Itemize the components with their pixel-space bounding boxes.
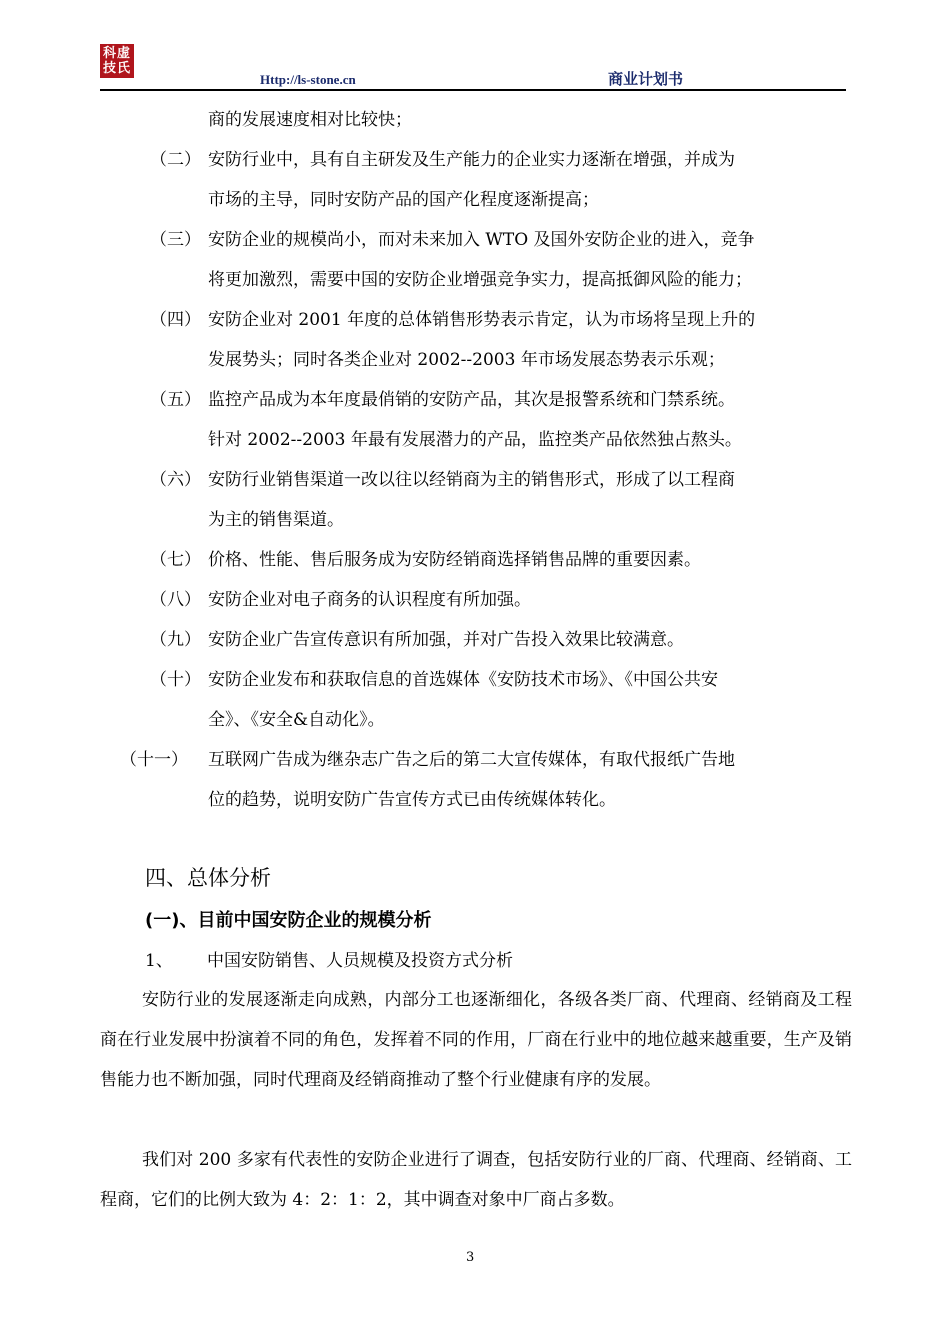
subsubsection-number: 1、: [145, 951, 173, 971]
item-label: （五）: [150, 390, 201, 410]
item-label: （二）: [150, 150, 201, 170]
item-text-line1: 安防企业广告宣传意识有所加强，并对广告投入效果比较满意。: [208, 630, 684, 650]
logo-line-1: 科虚: [102, 46, 131, 61]
item-text-line2: 为主的销售渠道。: [208, 510, 344, 530]
item-text-line1: 安防企业对电子商务的认识程度有所加强。: [208, 590, 531, 610]
item-text-line1: 安防企业的规模尚小，而对未来加入 WTO 及国外安防企业的进入，竞争: [208, 230, 755, 250]
item-text-line2: 市场的主导，同时安防产品的国产化程度逐渐提高；: [208, 190, 599, 210]
item-text-line1: 安防行业销售渠道一改以往以经销商为主的销售形式，形成了以工程商: [208, 470, 735, 490]
item-text-line2: 位的趋势，说明安防广告宣传方式已由传统媒体转化。: [208, 790, 616, 810]
list-item: [100, 100, 860, 140]
list-item: [100, 580, 860, 620]
item-label: （八）: [150, 590, 201, 610]
item-text-line1: 安防企业发布和获取信息的首选媒体《安防技术市场》、《中国公共安: [208, 670, 718, 690]
list-item: [100, 300, 860, 380]
section-title: 四、总体分析: [145, 866, 271, 890]
list-item: [100, 460, 860, 540]
logo-line-2: 技氏: [102, 61, 131, 76]
item-text-line1: 监控产品成为本年度最俏销的安防产品，其次是报警系统和门禁系统。: [208, 390, 735, 410]
list-item: [100, 380, 860, 460]
item-text-line2: 全》、《安全&自动化》。: [208, 710, 385, 730]
list-item: [100, 540, 860, 580]
item-text-line2: 发展势头；同时各类企业对 2002--2003 年市场发展态势表示乐观；: [208, 350, 725, 370]
item-text-line1: 互联网广告成为继杂志广告之后的第二大宣传媒体，有取代报纸广告地: [208, 750, 735, 770]
subsubsection-heading: [145, 946, 513, 971]
item-label: （十）: [150, 670, 201, 690]
body-paragraph: 我们对 200 多家有代表性的安防企业进行了调查，包括安防行业的厂商、代理商、经销商、工程商，它们的比例大致为 4：2：1：2，其中调查对象中厂商占多数。: [100, 1150, 852, 1210]
company-logo: [100, 44, 134, 78]
item-text-continued: 商的发展速度相对比较快；: [208, 110, 412, 130]
list-item: [100, 140, 860, 220]
item-text-line1: 价格、性能、售后服务成为安防经销商选择销售品牌的重要因素。: [208, 550, 701, 570]
list-item: [100, 740, 860, 820]
item-label: （六）: [150, 470, 201, 490]
item-text-line1: 安防企业对 2001 年度的总体销售形势表示肯定，认为市场将呈现上升的: [208, 310, 756, 330]
header-divider: [100, 89, 846, 91]
item-label: （九）: [150, 630, 201, 650]
list-item: [100, 660, 860, 740]
list-item: [100, 220, 860, 300]
header-url[interactable]: Http://ls-stone.cn: [260, 72, 356, 87]
list-item: [100, 620, 860, 660]
item-label: （七）: [150, 550, 201, 570]
item-label: （四）: [150, 310, 201, 330]
page-number: 3: [466, 1250, 475, 1265]
subsection-title: (一)、目前中国安防企业的规模分析: [145, 910, 432, 931]
item-label: （三）: [150, 230, 201, 250]
item-label: （十一）: [120, 750, 188, 770]
header-title: 商业计划书: [608, 70, 684, 88]
item-text-line1: 安防行业中，具有自主研发及生产能力的企业实力逐渐在增强，并成为: [208, 150, 735, 170]
body-paragraph: 安防行业的发展逐渐走向成熟，内部分工也逐渐细化，各级各类厂商、代理商、经销商及工程商在行业发展中扮演着不同的角色，发挥着不同的作用，厂商在行业中的地位越来越重要，生产及销售能力也不断加强，同时代理商及经销商推动了整个行业健康有序的发展。: [100, 990, 852, 1090]
subsubsection-text: 中国安防销售、人员规模及投资方式分析: [207, 951, 513, 971]
item-text-line2: 针对 2002--2003 年最有发展潜力的产品，监控类产品依然独占熬头。: [208, 430, 742, 450]
item-text-line2: 将更加激烈，需要中国的安防企业增强竞争实力，提高抵御风险的能力；: [208, 270, 752, 290]
